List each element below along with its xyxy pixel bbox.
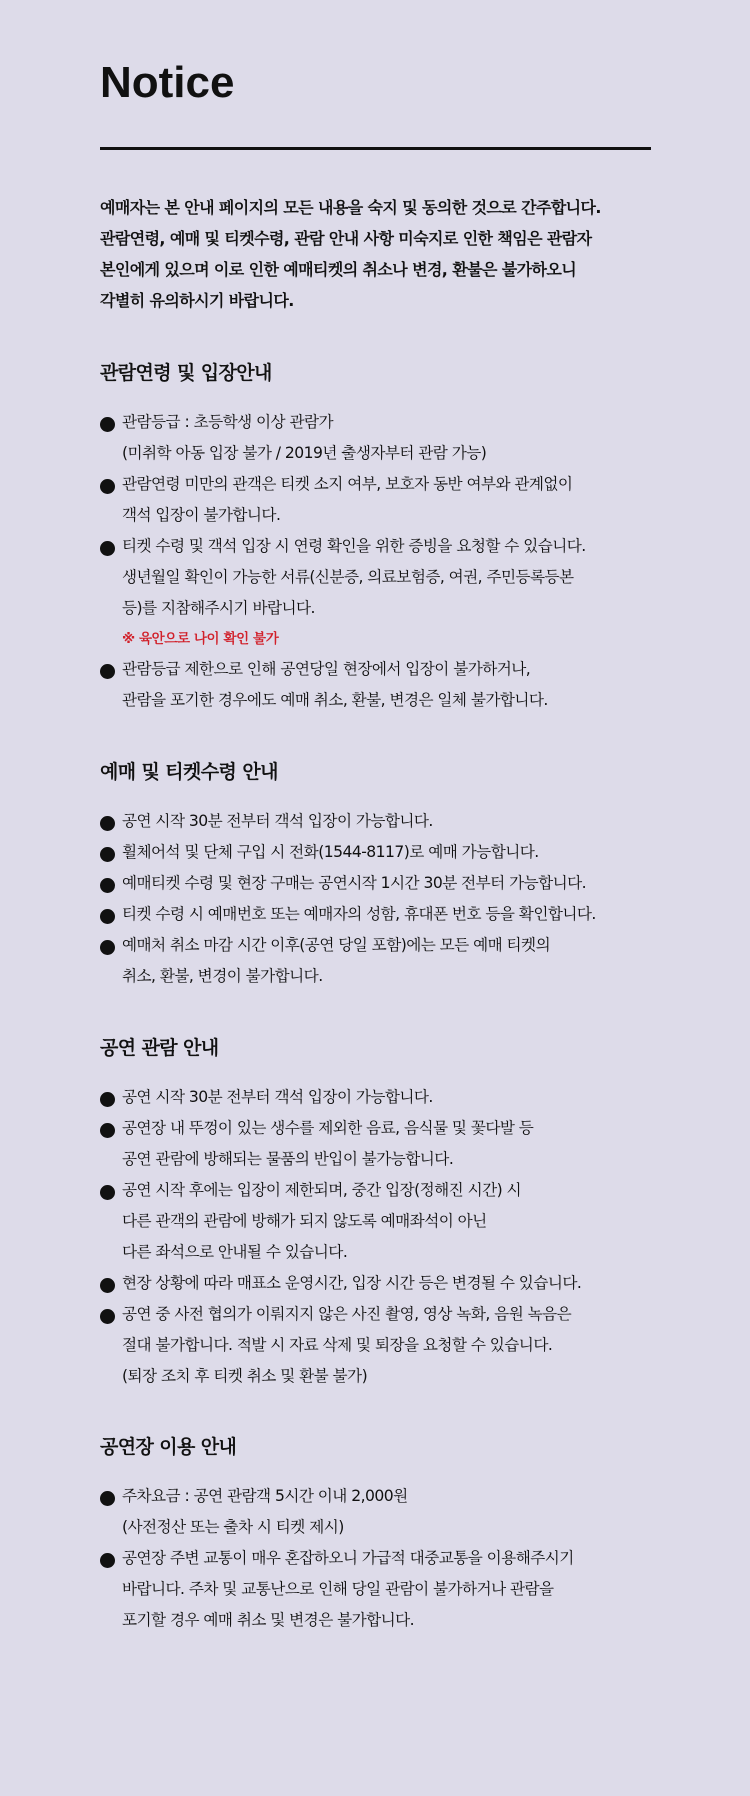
list-item xyxy=(100,1175,655,1268)
section-title: 예매 및 티켓수령 안내 xyxy=(100,761,278,783)
list-item-text: 공연 중 사전 협의가 이뤄지지 않은 사진 촬영, 영상 녹화, 음원 녹음은 xyxy=(122,1305,572,1323)
intro-line: 관람연령, 예매 및 티켓수령, 관람 안내 사항 미숙지로 인한 책임은 관람자 xyxy=(100,229,592,248)
list-item-text: 등)를 지참해주시기 바랍니다. xyxy=(122,599,315,617)
list-item-text: 공연 시작 30분 전부터 객석 입장이 가능합니다. xyxy=(122,812,433,830)
list-item xyxy=(100,654,655,716)
notice-section xyxy=(100,1035,655,1392)
bullet-icon xyxy=(100,1309,115,1324)
notice-list xyxy=(100,407,655,716)
notice-section xyxy=(100,1434,655,1636)
list-item-text: 생년월일 확인이 가능한 서류(신분증, 의료보험증, 여권, 주민등록등본 xyxy=(122,568,574,586)
list-item-text: 관람연령 미만의 관객은 티켓 소지 여부, 보호자 동반 여부와 관계없이 xyxy=(122,475,573,493)
notice-section xyxy=(100,759,655,992)
warning-note: ※ 육안으로 나이 확인 불가 xyxy=(122,631,279,647)
list-item xyxy=(100,930,655,992)
list-item xyxy=(100,1543,655,1636)
list-item-text: 다른 관객의 관람에 방해가 되지 않도록 예매좌석이 아닌 xyxy=(122,1212,487,1230)
bullet-icon xyxy=(100,1553,115,1568)
bullet-icon xyxy=(100,878,115,893)
list-item-text: 예매티켓 수령 및 현장 구매는 공연시작 1시간 30분 전부터 가능합니다. xyxy=(122,874,587,892)
list-item xyxy=(100,469,655,531)
list-item-text: 공연 시작 후에는 입장이 제한되며, 중간 입장(정해진 시간) 시 xyxy=(122,1181,522,1199)
list-item xyxy=(100,899,655,930)
list-item-text: 바랍니다. 주차 및 교통난으로 인해 당일 관람이 불가하거나 관람을 xyxy=(122,1580,554,1598)
list-item-text: 공연장 내 뚜껑이 있는 생수를 제외한 음료, 음식물 및 꽃다발 등 xyxy=(122,1119,534,1137)
list-item-text: 공연 시작 30분 전부터 객석 입장이 가능합니다. xyxy=(122,1088,433,1106)
section-title: 공연 관람 안내 xyxy=(100,1037,219,1059)
list-item-text: (퇴장 조치 후 티켓 취소 및 환불 불가) xyxy=(122,1367,368,1385)
bullet-icon xyxy=(100,1491,115,1506)
list-item-text: 포기할 경우 예매 취소 및 변경은 불가합니다. xyxy=(122,1611,415,1629)
notice-list xyxy=(100,806,655,992)
list-item-text: 티켓 수령 및 객석 입장 시 연령 확인을 위한 증빙을 요청할 수 있습니다. xyxy=(122,537,586,555)
notice-list xyxy=(100,1082,655,1392)
list-item-text: 관람을 포기한 경우에도 예매 취소, 환불, 변경은 일체 불가합니다. xyxy=(122,691,548,709)
intro-line: 예매자는 본 안내 페이지의 모든 내용을 숙지 및 동의한 것으로 간주합니다. xyxy=(100,198,601,217)
intro-line: 본인에게 있으며 이로 인한 예매티켓의 취소나 변경, 환불은 불가하오니 xyxy=(100,260,577,279)
list-item-text: (사전정산 또는 출차 시 티켓 제시) xyxy=(122,1518,344,1536)
bullet-icon xyxy=(100,847,115,862)
section-title: 공연장 이용 안내 xyxy=(100,1436,237,1458)
bullet-icon xyxy=(100,541,115,556)
page-title: Notice xyxy=(100,58,235,107)
bullet-icon xyxy=(100,1092,115,1107)
list-item-text: 취소, 환불, 변경이 불가합니다. xyxy=(122,967,323,985)
section-title: 관람연령 및 입장안내 xyxy=(100,362,272,384)
list-item-text: 주차요금 : 공연 관람객 5시간 이내 2,000원 xyxy=(122,1487,408,1505)
notice-page xyxy=(100,0,655,1636)
list-item xyxy=(100,1481,655,1543)
list-item xyxy=(100,806,655,837)
notice-section xyxy=(100,360,655,716)
list-item xyxy=(100,868,655,899)
bullet-icon xyxy=(100,479,115,494)
list-item-text: 티켓 수령 시 예매번호 또는 예매자의 성함, 휴대폰 번호 등을 확인합니다. xyxy=(122,905,596,923)
list-item-text: 관람등급 : 초등학생 이상 관람가 xyxy=(122,413,334,431)
list-item-text: 관람등급 제한으로 인해 공연당일 현장에서 입장이 불가하거나, xyxy=(122,660,531,678)
title-divider xyxy=(100,147,651,150)
notice-sections xyxy=(100,360,655,1636)
list-item xyxy=(100,1299,655,1392)
bullet-icon xyxy=(100,664,115,679)
list-item-text: 휠체어석 및 단체 구입 시 전화(1544-8117)로 예매 가능합니다. xyxy=(122,843,539,861)
list-item xyxy=(100,837,655,868)
intro-paragraph xyxy=(100,192,655,316)
list-item-text: 공연장 주변 교통이 매우 혼잡하오니 가급적 대중교통을 이용해주시기 xyxy=(122,1549,574,1567)
intro-line: 각별히 유의하시기 바랍니다. xyxy=(100,291,294,310)
list-item-text: 현장 상황에 따라 매표소 운영시간, 입장 시간 등은 변경될 수 있습니다. xyxy=(122,1274,582,1292)
bullet-icon xyxy=(100,1123,115,1138)
list-item xyxy=(100,1082,655,1113)
list-item-text: 객석 입장이 불가합니다. xyxy=(122,506,281,524)
list-item-text: 예매처 취소 마감 시간 이후(공연 당일 포함)에는 모든 예매 티켓의 xyxy=(122,936,551,954)
list-item-text: (미취학 아동 입장 불가 / 2019년 출생자부터 관람 가능) xyxy=(122,444,487,462)
list-item xyxy=(100,407,655,469)
list-item xyxy=(100,1268,655,1299)
bullet-icon xyxy=(100,1278,115,1293)
list-item xyxy=(100,531,655,654)
list-item xyxy=(100,1113,655,1175)
list-item-text: 절대 불가합니다. 적발 시 자료 삭제 및 퇴장을 요청할 수 있습니다. xyxy=(122,1336,553,1354)
list-item-text: 다른 좌석으로 안내될 수 있습니다. xyxy=(122,1243,348,1261)
list-item-text: 공연 관람에 방해되는 물품의 반입이 불가능합니다. xyxy=(122,1150,454,1168)
bullet-icon xyxy=(100,1185,115,1200)
notice-list xyxy=(100,1481,655,1636)
bullet-icon xyxy=(100,940,115,955)
bullet-icon xyxy=(100,417,115,432)
bullet-icon xyxy=(100,909,115,924)
bullet-icon xyxy=(100,816,115,831)
